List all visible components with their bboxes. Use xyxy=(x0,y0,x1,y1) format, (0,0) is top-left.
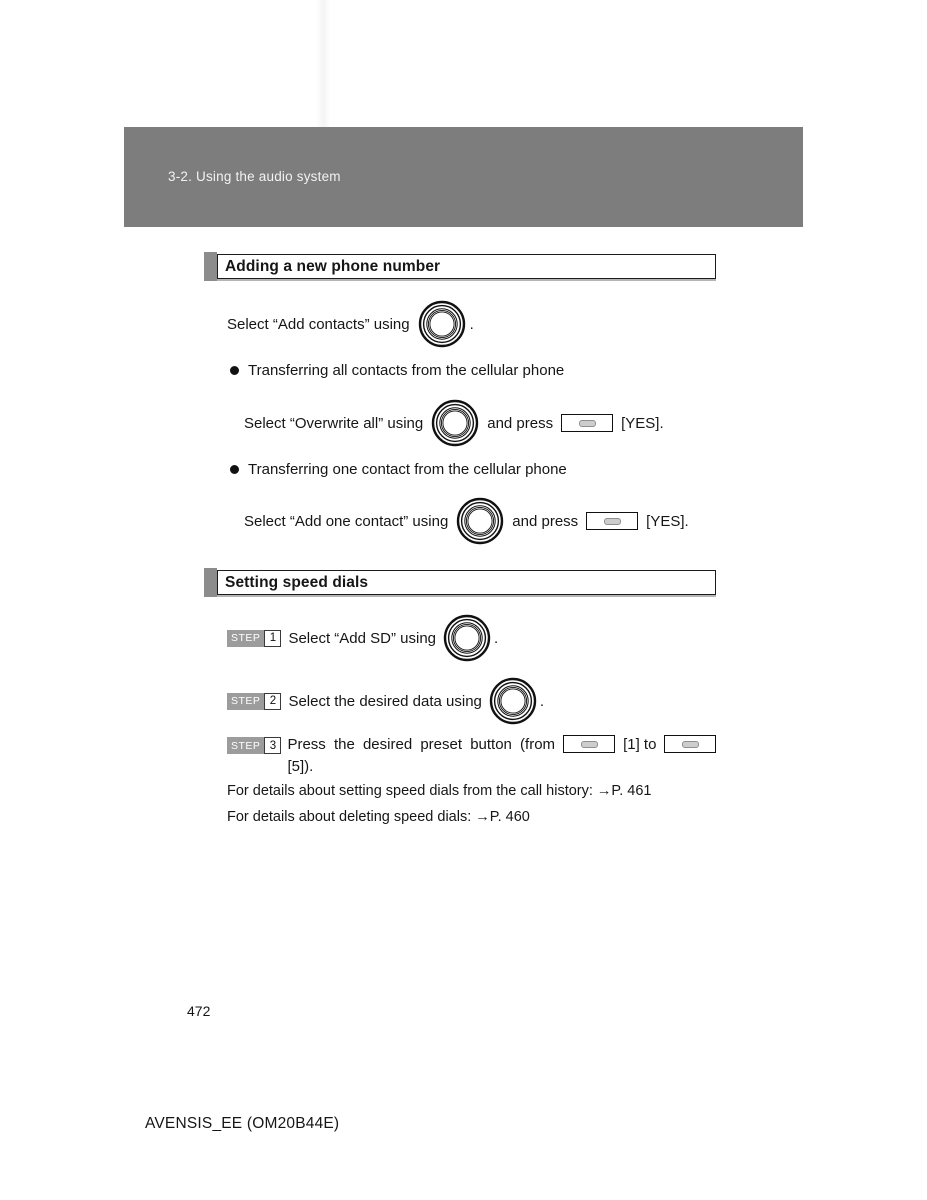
bullet-label: Transferring all contacts from the cellular phone xyxy=(248,362,565,379)
tune-knob-icon xyxy=(431,399,479,447)
step-2-badge xyxy=(227,693,281,710)
page-fold-line xyxy=(316,0,330,127)
reference-note: For details about setting speed dials from the call history: →P. 461 xyxy=(227,783,652,799)
instruction-line xyxy=(244,497,689,545)
section-marker-icon xyxy=(204,252,217,281)
page-number: 472 xyxy=(187,1003,211,1019)
bullet-icon xyxy=(230,366,239,375)
preset-button-dash xyxy=(604,518,621,525)
step-line-3 xyxy=(227,735,717,775)
instruction-text: and press xyxy=(487,414,554,432)
step-badge-number: 3 xyxy=(264,737,281,754)
instruction-text: Select “Add contacts” using xyxy=(227,315,410,333)
bullet-item xyxy=(230,461,567,478)
breadcrumb: 3-2. Using the audio system xyxy=(168,169,341,184)
instruction-text: . xyxy=(539,692,545,710)
bullet-label: Transferring one contact from the cellular phone xyxy=(248,461,567,478)
section-header-adding-phone-number xyxy=(204,252,716,281)
instruction-text: [1] to xyxy=(623,735,657,753)
step-3-line-2: [5]). xyxy=(287,758,314,775)
instruction-line xyxy=(227,300,474,348)
step-badge-label: STEP xyxy=(227,693,264,710)
instruction-text: Select “Add SD” using xyxy=(288,629,437,647)
instruction-text: . xyxy=(494,629,499,647)
step-1-badge xyxy=(227,630,281,647)
step-3-text xyxy=(287,735,716,775)
instruction-text: [YES]. xyxy=(646,512,689,530)
tune-knob-icon xyxy=(418,300,466,348)
preset-button-icon xyxy=(586,512,638,530)
instruction-text: Press the desired preset button (from xyxy=(287,735,556,753)
instruction-text: Select the desired data using xyxy=(288,692,482,710)
step-3-line-1 xyxy=(287,735,716,753)
section-header-setting-speed-dials xyxy=(204,568,716,597)
step-3-badge xyxy=(227,737,281,754)
instruction-line xyxy=(244,399,664,447)
preset-button-dash xyxy=(581,741,598,748)
bullet-icon xyxy=(230,465,239,474)
preset-button-dash xyxy=(579,420,596,427)
reference-note: For details about deleting speed dials: →P. 460 xyxy=(227,809,530,825)
instruction-text: and press xyxy=(512,512,579,530)
section-title: Adding a new phone number xyxy=(225,257,441,275)
step-badge-label: STEP xyxy=(227,630,264,647)
instruction-text: Select “Add one contact” using xyxy=(244,512,449,530)
bullet-item xyxy=(230,362,564,379)
instruction-text: Select “Overwrite all” using xyxy=(244,414,424,432)
preset-button-icon xyxy=(563,735,615,753)
step-badge-number: 2 xyxy=(264,693,281,710)
instruction-text: . xyxy=(469,315,474,333)
tune-knob-icon xyxy=(443,614,491,662)
document-code: AVENSIS_EE (OM20B44E) xyxy=(145,1115,340,1132)
preset-button-icon xyxy=(664,735,716,753)
step-badge-number: 1 xyxy=(264,630,281,647)
chapter-header-band xyxy=(124,127,803,227)
preset-button-icon xyxy=(561,414,613,432)
step-badge-label: STEP xyxy=(227,737,264,754)
instruction-text: [YES]. xyxy=(621,414,664,432)
tune-knob-icon xyxy=(456,497,504,545)
step-line-1 xyxy=(227,614,498,662)
step-line-2 xyxy=(227,677,544,725)
tune-knob-icon xyxy=(489,677,537,725)
preset-button-dash xyxy=(682,741,699,748)
section-marker-icon xyxy=(204,568,217,597)
section-title: Setting speed dials xyxy=(225,573,369,591)
